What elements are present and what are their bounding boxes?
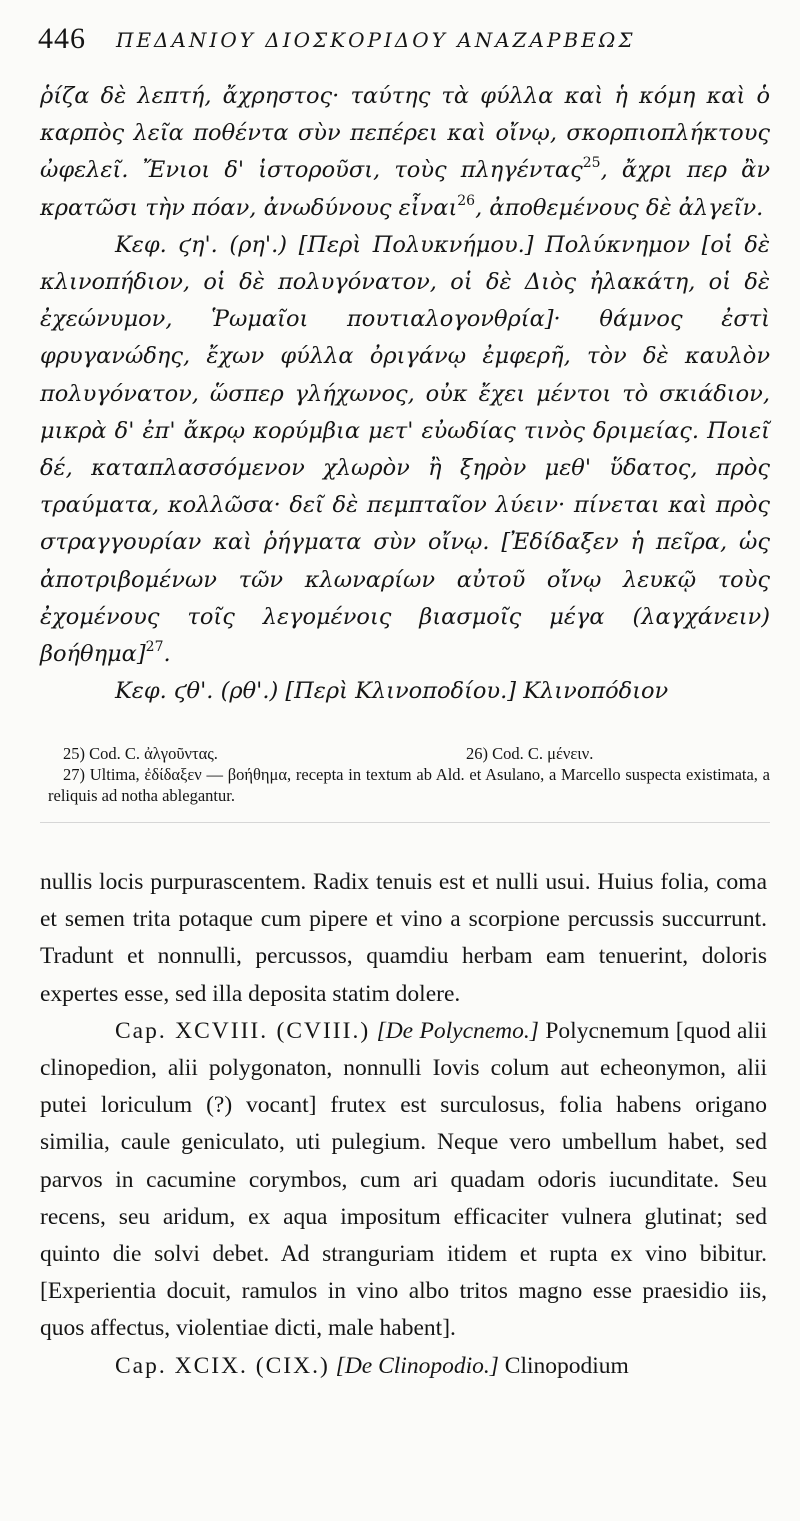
footnote-marker: 25 — [582, 155, 601, 172]
greek-text: , ἄχρι περ ἂν κρατῶσι τὴν πόαν, ἀνωδύνους εἶναι — [40, 157, 771, 221]
greek-text: Κεφ. ϛη'. (ρη'.) [Περὶ Πολυκνήμου.] Πολύκνημον [οἱ δὲ κλινοπήδιον, οἱ δὲ πολυγόνατον, οἱ δὲ Διὸς ἠλακάτη, οἱ δὲ ἐχεώνυμον, Ῥωμαῖοι πουτιαλογονθρία]· θάμνος ἐστὶ φρυγανώδης, ἔχων φύλλα ὀριγάνῳ ἐμφερῆ, τὸν δὲ καυλὸν πολυγόνατον, ὥσπερ γλήχωνος, οὐκ ἔχει μέντοι τὸ σκιάδιον, μικρὰ δ' ἐπ' ἄκρῳ κορύμβια μετ' εὐωδίας τινὸς δριμείας. Ποιεῖ δέ, καταπλασσόμενον χλωρὸν ἢ ξηρὸν μεθ' ὕδατος, πρὸς τραύματα, κολλῶσα· δεῖ δὲ πεμπταῖον λύειν· πίνεται καὶ πρὸς στραγγουρίαν καὶ ῥήγματα σὺν οἴνῳ. [Ἐδίδαξεν ἡ πεῖρα, ὡς ἀποτριβομένων τῶν κλωναρίων αὐτοῦ οἴνῳ λευκῷ τοὺς ἐχομένους τοῖς λεγομένοις βιασμοῖς μέγα (λαγχάνειν) βοήθημα] — [40, 231, 770, 668]
footnote-25: 25) Cod. C. ἀλγοῦντας. — [63, 744, 218, 763]
footnote-marker: 26 — [457, 192, 476, 209]
latin-text: Polycnemum [quod alii clinopedion, alii polygonaton, nonnulli Iovis colum aut echeonymon, alii putei loriculum (?) vocant] frutex est surculosus, folia habens origano similia, caule geniculato, uti pulegium. Neque vero umbellum habet, sed parvos in cacumine corymbos, cum ari quadam odoris iucunditate. Seu recens, seu aridum, ex aqua impositum efficaciter vulnera glutinat; sed quinto die solvi debet. Ad stranguriam itidem et rupta ex vino bibitur. [Experientia docuit, ramulos in vino albo tritos magno esse praesidio iis, quos affectus, violentiae dicti, male habent]. — [40, 1017, 768, 1342]
page-header — [38, 22, 778, 62]
greek-chapter-99: Κεφ. ϛθ'. (ρθ'.) [Περὶ Κλινοποδίου.] Κλινοπόδιον — [115, 678, 669, 705]
column-divider — [40, 822, 770, 823]
greek-text: , ἀποθεμένους δὲ ἀλγεῖν. — [475, 194, 764, 221]
chapter-title: [De Clinopodio.] — [335, 1352, 499, 1379]
footnote-26: 26) Cod. C. μένειν. — [466, 744, 594, 763]
latin-paragraph: nullis locis purpurascentem. Radix tenuis est et nulli usui. Huius folia, coma et semen trita potaque cum pipere et vino a scorpione percussis succurrunt. Tradunt et nonnulli, percussos, quamdiu herbam eam tenuerint, doloris expertes esse, sed illa deposita statim dolere. — [40, 869, 767, 1007]
latin-text: Clinopodium — [504, 1352, 629, 1379]
footnotes — [48, 743, 770, 806]
page-number: 446 — [38, 22, 86, 55]
chapter-heading: Cap. XCVIII. (CVIII.) — [115, 1017, 371, 1044]
greek-text: . — [163, 641, 171, 668]
greek-paragraph — [40, 78, 770, 227]
greek-chapter-98 — [40, 227, 770, 673]
chapter-heading: Cap. XCIX. (CIX.) — [115, 1352, 330, 1379]
greek-text-block — [40, 78, 770, 710]
latin-chapter-99 — [40, 1348, 767, 1385]
footnote-row — [48, 743, 770, 764]
footnote-27: 27) Ultima, ἐδίδαξεν — βοήθημα, recepta in textum ab Ald. et Asulano, a Marcello suspecta existimata, a reliquis ad notha ablegantur. — [48, 765, 770, 805]
greek-text: ῥίζα δὲ λεπτή, ἄχρηστος· ταύτης τὰ φύλλα καὶ ἡ κόμη καὶ ὁ καρπὸς λεῖα ποθέντα σὺν πεπέρει καὶ οἴνῳ, σκορπιοπλήκτους ὠφελεῖ. Ἔνιοι δ' ἱστοροῦσι, τοὺς πληγέντας — [40, 83, 770, 184]
footnote-marker: 27 — [145, 639, 164, 656]
latin-chapter-98 — [40, 1013, 767, 1348]
latin-text-block — [40, 864, 767, 1385]
chapter-title: [De Polycnemo.] — [376, 1017, 539, 1044]
running-head: ΠΕΔΑΝΙΟΥ ΔΙΟΣΚΟΡΙΔΟΥ ΑΝΑΖΑΡΒΕΩΣ — [116, 28, 636, 52]
